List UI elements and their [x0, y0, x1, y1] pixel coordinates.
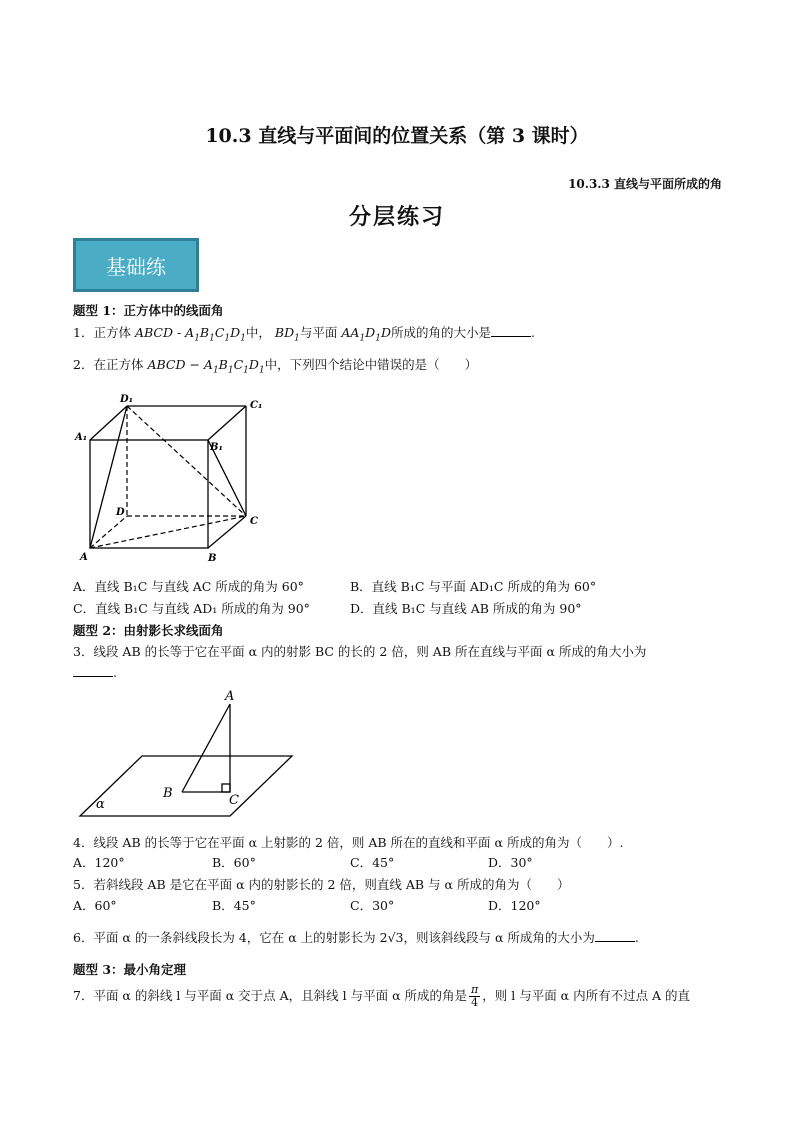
label-A: A [225, 689, 235, 704]
q2-option-b[interactable]: B．直线 B₁C 与平面 AD₁C 所成的角为 60° [350, 579, 597, 594]
basic-practice-badge: 基础练 [73, 238, 199, 292]
question-3-answer: . [73, 664, 117, 680]
section-subtitle: 10.3.3 直线与平面所成的角 [568, 177, 722, 191]
q4-option-b[interactable]: B．60° [212, 855, 256, 870]
q4-option-c[interactable]: C．45° [350, 855, 395, 870]
question-5: 5．若斜线段 AB 是它在平面 α 内的射影长的 2 倍，则直线 AB 与 α 所成的角为（ ） [73, 877, 570, 892]
q2-option-d[interactable]: D．直线 B₁C 与直线 AB 所成的角为 90° [350, 601, 582, 616]
label-D1: D₁ [120, 394, 134, 405]
type1-heading: 题型 1：正方体中的线面角 [73, 303, 224, 318]
label-A: A [80, 552, 88, 563]
question-4: 4．线段 AB 的长等于它在平面 α 上射影的 2 倍，则 AB 所在的直线和平面 α 所成的角为（ ）. [73, 835, 624, 850]
q4-option-a[interactable]: A．120° [73, 855, 125, 870]
label-A1: A₁ [75, 432, 88, 443]
label-alpha: α [96, 797, 105, 812]
label-B: B [163, 786, 173, 801]
type2-heading: 题型 2：由射影长求线面角 [73, 623, 224, 638]
q5-option-d[interactable]: D．120° [488, 898, 541, 913]
label-B: B [208, 553, 217, 564]
question-1: 1．正方体 ABCD - $A_1B_1C_1D_1$中， $BD_1$与平面 $AA_1D_1D$所成的角的大小是 . [73, 325, 535, 344]
label-C1: C₁ [250, 400, 263, 411]
label-B1: B₁ [210, 442, 223, 453]
label-D: D [116, 507, 125, 518]
cube-figure [70, 390, 270, 570]
answer-blank[interactable] [491, 324, 531, 337]
q2-option-a[interactable]: A．直线 B₁C 与直线 AC 所成的角为 60° [73, 579, 304, 594]
fraction-pi-over-4: $\frac{\pi}{4}$ [471, 983, 479, 1009]
q5-option-c[interactable]: C．30° [350, 898, 395, 913]
q5-option-a[interactable]: A．60° [73, 898, 117, 913]
q5-option-b[interactable]: B．45° [212, 898, 256, 913]
q2-option-c[interactable]: C．直线 B₁C 与直线 AD₁ 所成的角为 90° [73, 601, 310, 616]
question-3: 3．线段 AB 的长等于它在平面 α 内的射影 BC 的长的 2 倍，则 AB 所在直线与平面 α 所成的角大小为 [73, 644, 647, 659]
document-title: 10.3 直线与平面间的位置关系（第 3 课时） [205, 125, 589, 147]
label-C: C [250, 516, 258, 527]
type3-heading: 题型 3：最小角定理 [73, 962, 187, 977]
question-7: 7．平面 α 的斜线 l 与平面 α 交于点 A，且斜线 l 与平面 α 所成的角是 $\frac{\pi}{4}$ ，则 l 与平面 α 内所有不过点 A 的直 [73, 983, 691, 1009]
q4-option-d[interactable]: D．30° [488, 855, 533, 870]
question-2: 2．在正方体 ABCD − $A_1B_1C_1D_1$中，下列四个结论中错误的是（ ） [73, 357, 478, 376]
cube-front-face [90, 440, 208, 548]
answer-blank[interactable] [73, 664, 113, 677]
projection-figure [70, 684, 310, 824]
answer-blank[interactable] [595, 929, 635, 942]
layered-practice-title: 分层练习 [348, 204, 445, 230]
question-6: 6．平面 α 的一条斜线段长为 4，它在 α 上的射影长为 2√3，则该斜线段与 α 所成角的大小为 . [73, 930, 639, 945]
label-C: C [229, 793, 239, 808]
